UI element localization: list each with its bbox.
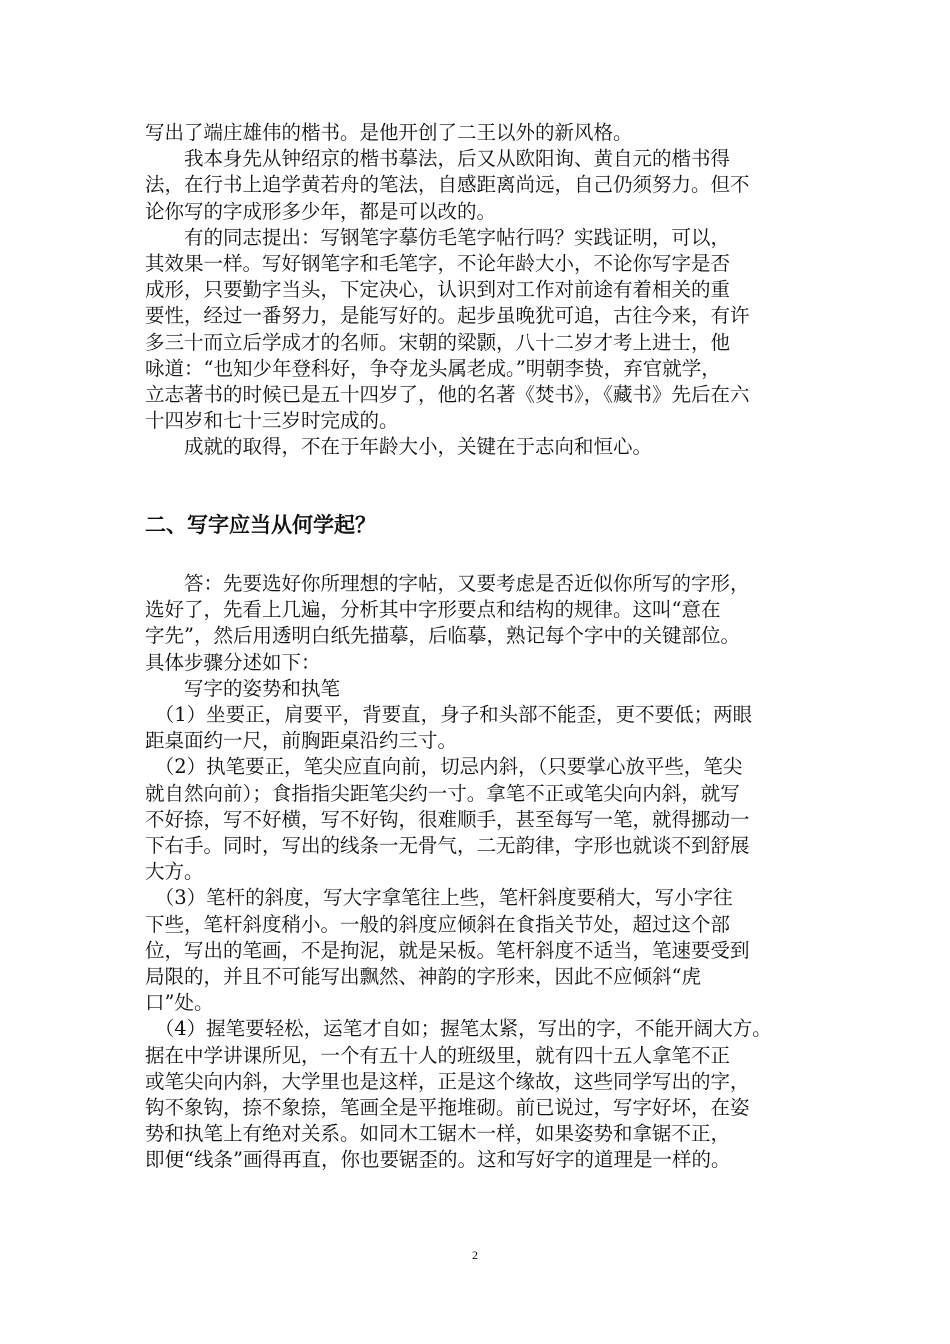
text-line: 成形，只要勤字当头，下定决心，认识到对工作对前途有着相关的重: [145, 278, 731, 302]
text-line: 即便“线条”画得再直，你也要锯歪的。这和写好字的道理是一样的。: [145, 1148, 731, 1172]
text-line: 或笔尖向内斜，大学里也是这样，正是这个缘故，这些同学写出的字，: [145, 1069, 750, 1093]
text-line: 位，写出的笔画，不是拘泥，就是呆板。笔杆斜度不适当，笔速要受到: [145, 938, 750, 962]
text-line: 要性，经过一番努力，是能写好的。起步虽晚犹可追，古往今来，有许: [145, 304, 750, 328]
text-line: 字先”，然后用透明白纸先描摹，后临摹，熟记每个字中的关键部位。: [145, 624, 740, 648]
text-line: 我本身先从钟绍京的楷书摹法，后又从欧阳询、黄自元的楷书得: [145, 147, 731, 171]
text-line: （1）坐要正，肩要平，背要直，身子和头部不能歪，更不要低；两眼: [145, 703, 753, 727]
text-line: 下右手。同时，写出的线条一无骨气，二无韵律，字形也就谈不到舒展: [145, 834, 750, 858]
text-line: 十四岁和七十三岁时完成的。: [145, 409, 399, 433]
text-line: 其效果一样。写好钢笔字和毛笔字，不论年龄大小，不论你写字是否: [145, 252, 731, 276]
text-line: 答：先要选好你所理想的字帖，又要考虑是否近似你所写的字形，: [145, 572, 750, 595]
text-line: 有的同志提出：写钢笔字摹仿毛笔字帖行吗？实践证明，可以，: [145, 225, 731, 249]
text-line: 具体步骤分述如下：: [145, 650, 321, 674]
text-line: 不好捺，写不好横，写不好钩，很难顺手，甚至每写一笔，就得挪动一: [145, 807, 750, 831]
text-line: 多三十而立后学成才的名师。宋朝的梁颢，八十二岁才考上进士，他: [145, 330, 731, 354]
text-line: 局限的，并且不可能写出飘然、神韵的字形来，因此不应倾斜“虎: [145, 965, 701, 989]
text-line: 写出了端庄雄伟的楷书。是他开创了二王以外的新风格。: [145, 121, 633, 144]
section-heading: 二、写字应当从何学起？: [145, 513, 376, 537]
text-line: 据在中学讲课所见，一个有五十人的班级里，就有四十五人拿笔不正: [145, 1043, 731, 1067]
text-line: 咏道：“也知少年登科好，争夺龙头属老成。”明朝李贽，弃官就学，: [145, 356, 721, 380]
text-line: 下些，笔杆斜度稍小。一般的斜度应倾斜在食指关节处，超过这个部: [145, 912, 731, 936]
text-line: （3）笔杆的斜度，写大字拿笔往上些，笔杆斜度要稍大，写小字往: [145, 886, 733, 910]
text-line: 钩不象钩，捺不象捺，笔画全是平拖堆砌。前已说过，写字好坏，在姿: [145, 1096, 750, 1120]
text-line: （4）握笔要轻松，运笔才自如；握笔太紧，写出的字，不能开阔大方。: [145, 1017, 772, 1041]
text-line: 论你写的字成形多少年，都是可以改的。: [145, 199, 497, 223]
text-line: 距桌面约一尺，前胸距桌沿约三寸。: [145, 729, 458, 753]
text-line: （2）执笔要正，笔尖应直向前，切忌内斜，（只要掌心放平些，笔尖: [145, 755, 743, 779]
text-line: 就自然向前）；食指指尖距笔尖约一寸。拿笔不正或笔尖向内斜，就写: [145, 781, 740, 805]
text-line: 势和执笔上有绝对关系。如同木工锯木一样，如果姿势和拿锯不正，: [145, 1122, 731, 1146]
text-line: 立志著书的时候已是五十四岁了，他的名著《焚书》，《藏书》先后在六: [145, 383, 750, 407]
body-text-section-two: [145, 571, 820, 1174]
text-line: 大方。: [145, 860, 204, 884]
text-line: 写字的姿势和执笔: [145, 676, 341, 700]
body-text-section-one: [145, 120, 820, 461]
text-line: 成就的取得，不在于年龄大小，关键在于志向和恒心。: [145, 435, 653, 459]
page-number: 2: [472, 1248, 478, 1262]
text-line: 选好了，先看上几遍，分析其中字形要点和结构的规律。这叫“意在: [145, 598, 721, 622]
text-line: 口”处。: [145, 991, 214, 1015]
text-line: 法，在行书上追学黄若舟的笔法，自感距离尚远，自己仍须努力。但不: [145, 173, 750, 197]
